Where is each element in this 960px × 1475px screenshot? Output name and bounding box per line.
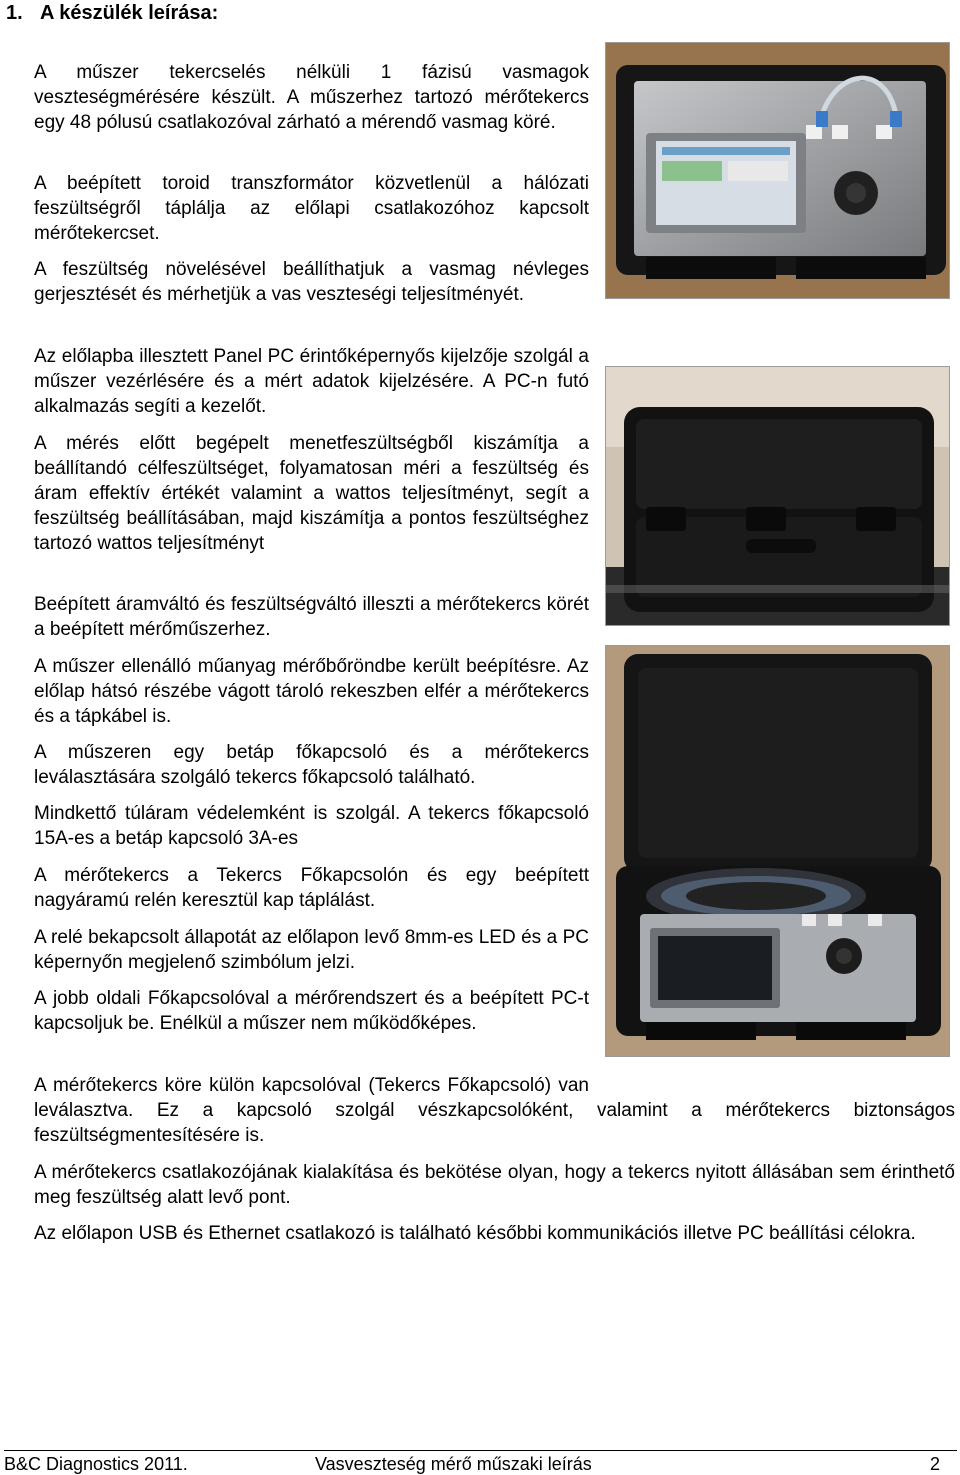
paragraph-panel-pc: Az előlapba illesztett Panel PC érintőképernyős kijelzője szolgál a műszer vezérlésére és a mért adatok kijelzésére. A PC-n futó alkalmazás segíti a kezelőt.: [34, 346, 589, 417]
closed-case-photo: [605, 366, 950, 626]
paragraph-switches: A műszeren egy betáp főkapcsoló és a mérőtekercs leválasztására szolgáló tekercs főkapcsoló található.: [34, 742, 589, 788]
paragraph-transformers: Beépített áramváltó és feszültségváltó illeszti a mérőtekercs körét a beépített mérőműszerhez.: [34, 594, 589, 640]
paragraph-voltage: A feszültség növelésével beállíthatjuk a vasmag névleges gerjesztését és mérhetjük a vas veszteségi teljesítményét.: [34, 259, 589, 305]
footer-page-number: 2: [930, 1454, 941, 1474]
paragraph-relay-supply: A mérőtekercs a Tekercs Főkapcsolón és egy beépített nagyáramú relén keresztül kap táplálást.: [34, 865, 589, 911]
device-front-panel-photo: [605, 42, 950, 299]
paragraph-case: A műszer ellenálló műanyag mérőbőröndbe került beépítésre. Az előlap hátsó részébe vágott tároló rekeszben elfér a mérőtekercs és a tápkábel is.: [34, 656, 589, 727]
paragraph-overcurrent: Mindkettő túláram védelemként is szolgál. A tekercs főkapcsoló 15A-es a betáp kapcsoló 3A-es: [34, 803, 589, 849]
open-case-photo: [605, 645, 950, 1057]
paragraph-intro: A műszer tekercselés nélküli 1 fázisú vasmagok veszteségmérésére készült. A műszerhez tartozó mérőtekercs egy 48 pólusú csatlakozóval zárható a mérendő vasmag köré.: [34, 62, 589, 133]
section-heading: [6, 0, 218, 26]
paragraph-toroid: A beépített toroid transzformátor közvetlenül a hálózati feszültségről táplálja az előlapi csatlakozóhoz kapcsolt mérőtekercset.: [34, 173, 589, 244]
paragraph-coil-switch-block: [34, 1073, 955, 1148]
section-title: A készülék leírása:: [40, 2, 219, 24]
paragraph-connector: A mérőtekercs csatlakozójának kialakítása és bekötése olyan, hogy a tekercs nyitott állásában sem érinthető meg feszültség alatt levő pont.: [34, 1162, 955, 1208]
section-number: 1.: [6, 2, 23, 24]
footer-company: B&C Diagnostics 2011.: [4, 1454, 188, 1474]
footer-rule: [4, 1450, 957, 1451]
paragraph-coil-switch: A mérőtekercs köre külön kapcsolóval (Tekercs Főkapcsoló) van leválasztva. Ez a kapcsoló szolgál vészkapcsolóként, valamint a mérőtekercs biztonságos feszültségmentesítésére is.: [34, 1075, 955, 1146]
paragraph-relay-led: A relé bekapcsolt állapotát az előlapon levő 8mm-es LED és a PC képernyőn megjelenő szimbólum jelzi.: [34, 927, 589, 973]
paragraph-measurement: A mérés előtt begépelt menetfeszültségből kiszámítja a beállítandó célfeszültséget, folyamatosan méri a feszültség és áram effektív értékét valamint a wattos teljesítményt, segít a feszültség beállításában, majd kiszámítja a pontos feszültséghez tartozó wattos teljesítményt: [34, 433, 589, 554]
footer-document-title: Vasveszteség mérő műszaki leírás: [315, 1454, 592, 1474]
paragraph-main-switch: A jobb oldali Főkapcsolóval a mérőrendszert és a beépített PC-t kapcsoljuk be. Enélkül a műszer nem működőképes.: [34, 988, 589, 1034]
paragraph-usb-ethernet: Az előlapon USB és Ethernet csatlakozó is található későbbi kommunikációs illetve PC beállítási célokra.: [34, 1223, 916, 1244]
